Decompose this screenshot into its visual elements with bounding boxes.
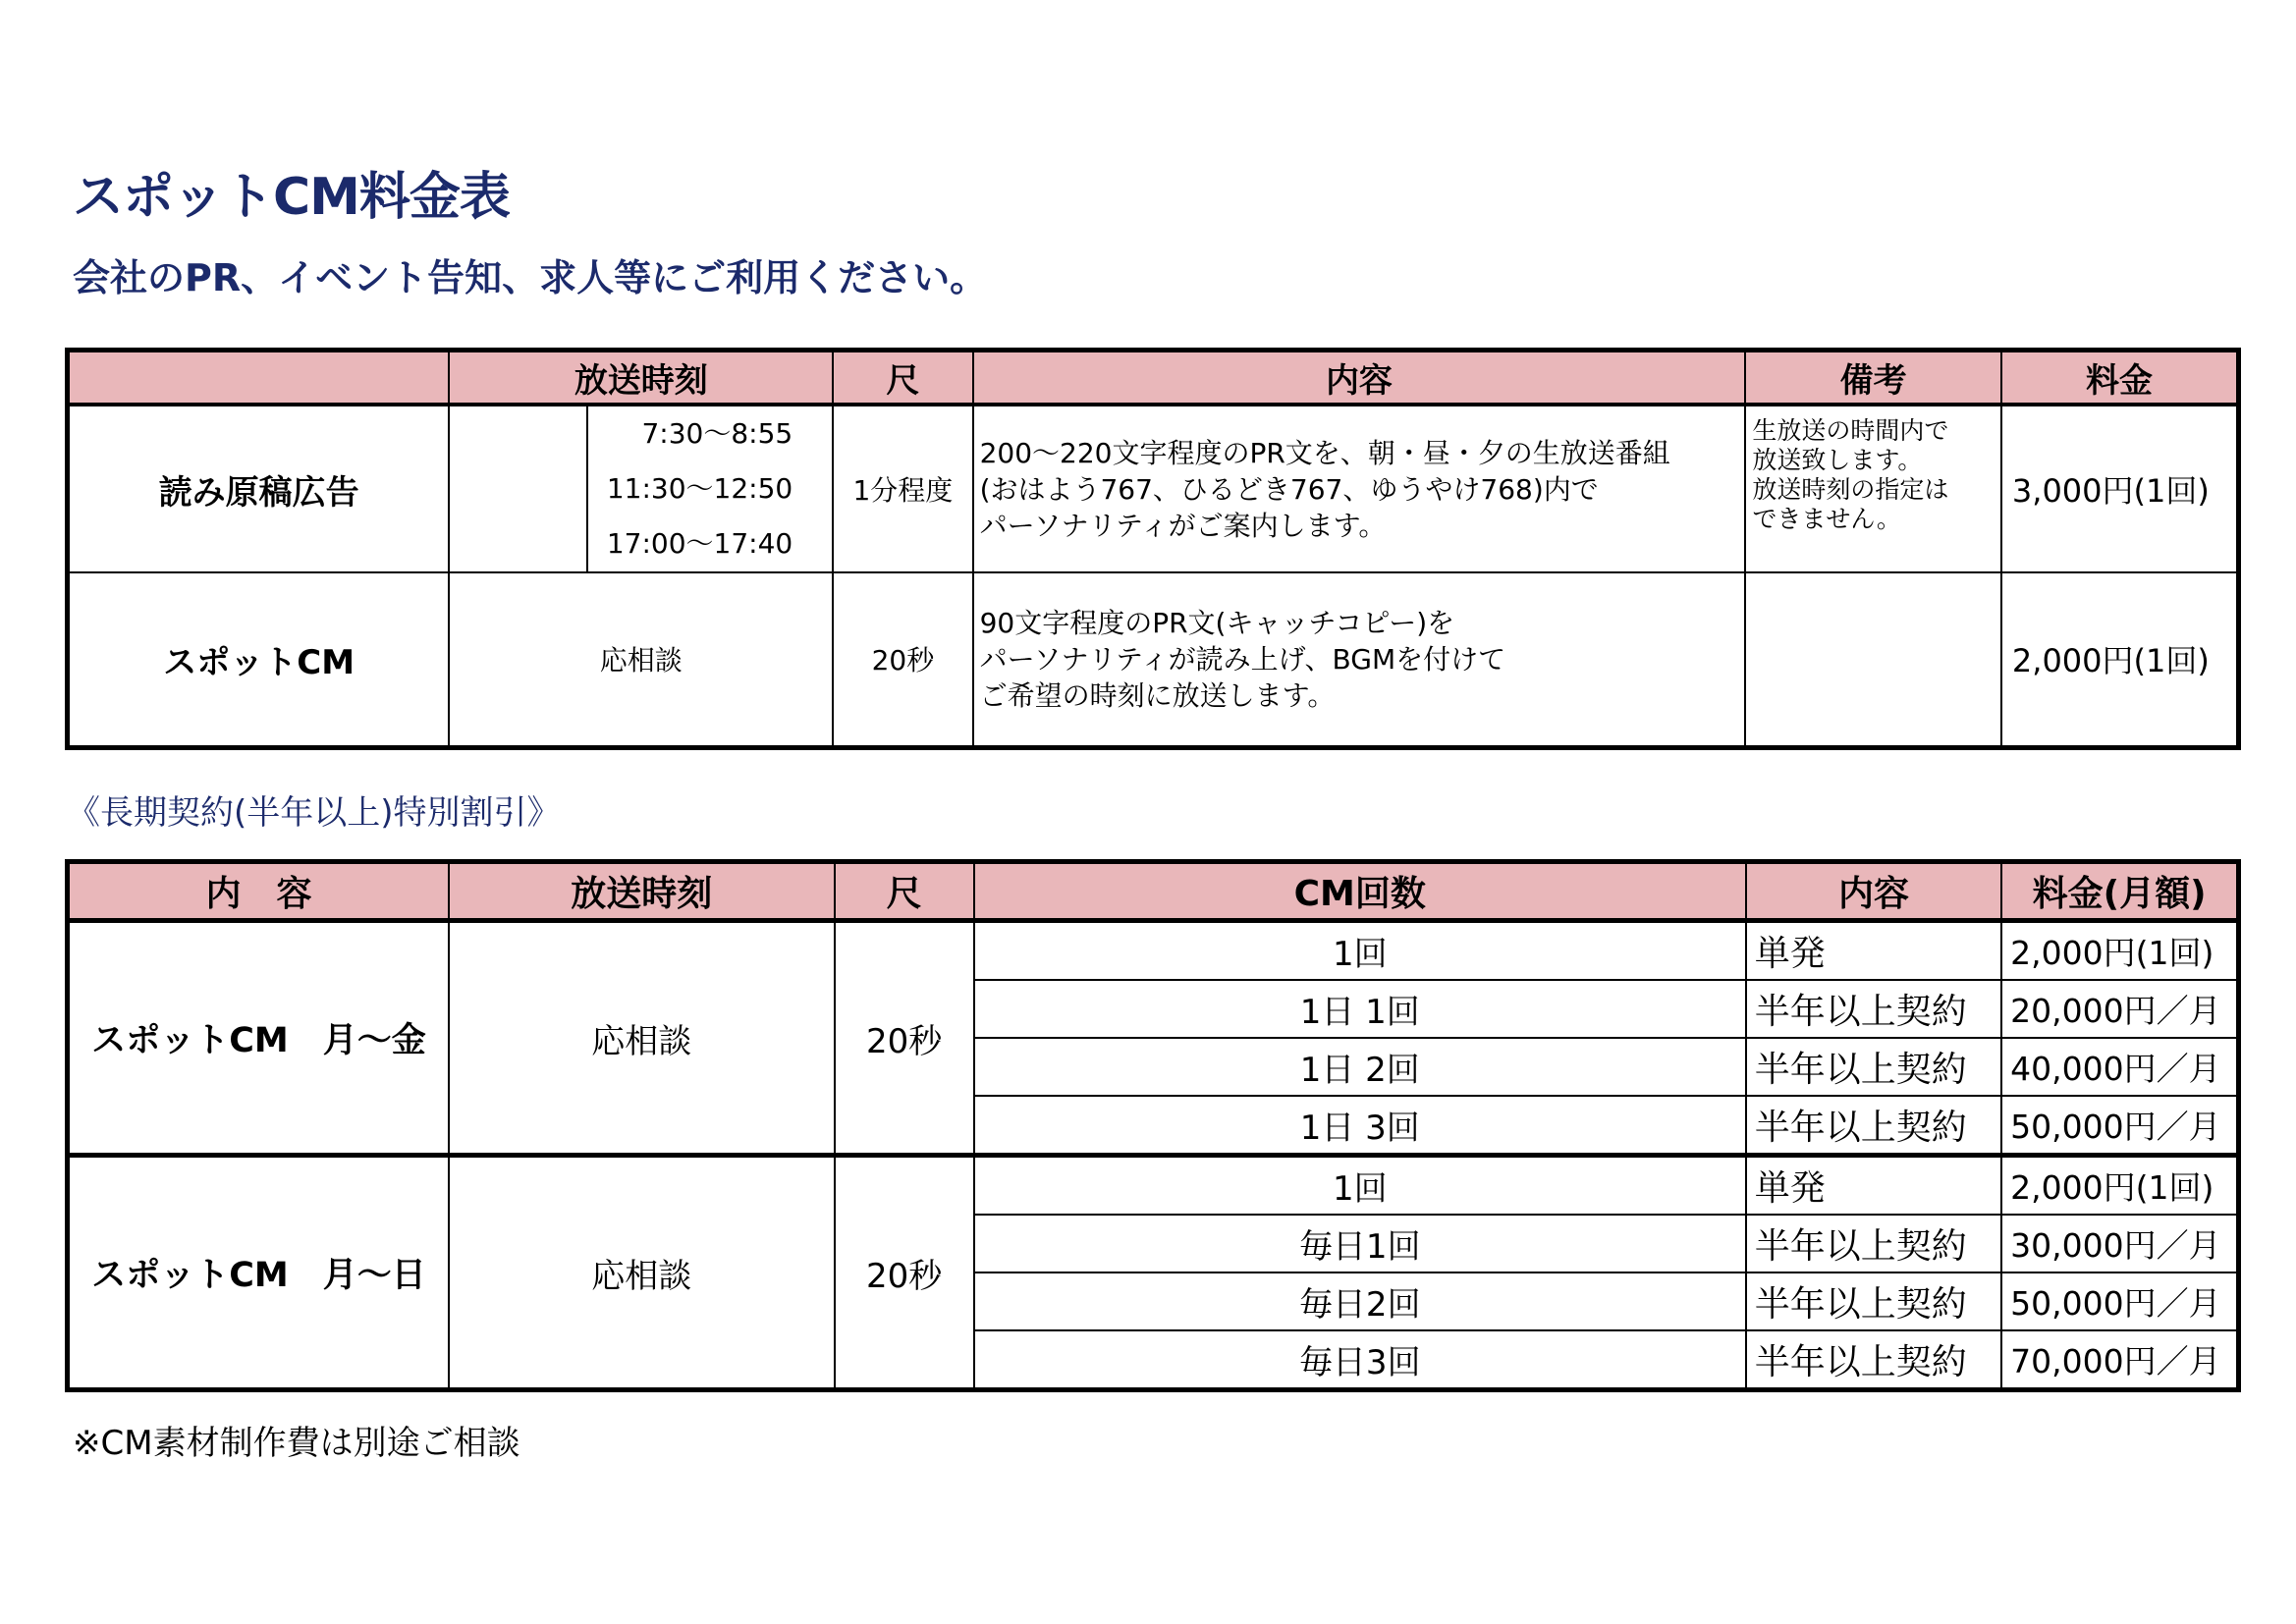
time-slot-noon: 11:30～12:50 xyxy=(606,472,793,505)
table-row xyxy=(68,921,2239,981)
blank-cell xyxy=(449,405,586,572)
table1-header-row xyxy=(68,351,2239,406)
remark-line: 放送致します。 xyxy=(1752,446,1923,474)
contract-type-cell: 単発 xyxy=(1746,921,2001,981)
header-duration: 尺 xyxy=(833,351,972,406)
content-cell xyxy=(973,405,1746,572)
table-row-spot-cm xyxy=(68,572,2239,747)
table-row xyxy=(68,1156,2239,1216)
header-duration: 尺 xyxy=(835,862,974,921)
contract-type-cell: 半年以上契約 xyxy=(1746,1330,2001,1390)
header-cm-count: CM回数 xyxy=(974,862,1746,921)
time-slot-morning: 7:30～8:55 xyxy=(641,417,793,450)
fee-cell: 2,000円(1回) xyxy=(2001,921,2238,981)
page-subtitle: 会社のPR、イベント告知、求人等にご利用ください。 xyxy=(73,256,988,299)
header-contract-type: 内容 xyxy=(1746,862,2001,921)
remark-line: 放送時刻の指定は xyxy=(1752,475,1949,504)
content-line: ご希望の時刻に放送します。 xyxy=(979,678,1336,712)
fee-cell: 20,000円／月 xyxy=(2001,980,2238,1038)
cm-count-cell: 1日 1回 xyxy=(974,980,1746,1038)
fee-cell: 50,000円／月 xyxy=(2001,1096,2238,1156)
header-blank xyxy=(68,351,450,406)
header-content: 内容 xyxy=(973,351,1746,406)
table-row-script-ad xyxy=(68,405,2239,572)
fee-cell: 40,000円／月 xyxy=(2001,1038,2238,1096)
contract-type-cell: 半年以上契約 xyxy=(1746,1038,2001,1096)
group-label-daily: スポットCM 月～日 xyxy=(68,1156,450,1390)
content-cell xyxy=(973,572,1746,747)
page-title: スポットCM料金表 xyxy=(73,168,510,227)
fee-cell: 70,000円／月 xyxy=(2001,1330,2238,1390)
duration-cell: 20秒 xyxy=(833,572,972,747)
contract-type-cell: 単発 xyxy=(1746,1156,2001,1216)
cm-count-cell: 毎日1回 xyxy=(974,1215,1746,1272)
long-term-discount-table xyxy=(65,859,2241,1392)
header-price: 料金 xyxy=(2001,351,2239,406)
duration-cell: 20秒 xyxy=(835,1156,974,1390)
cm-count-cell: 1回 xyxy=(974,921,1746,981)
cm-count-cell: 毎日3回 xyxy=(974,1330,1746,1390)
duration-cell: 1分程度 xyxy=(833,405,972,572)
remarks-cell xyxy=(1745,572,2001,747)
table2-header-row xyxy=(68,862,2239,921)
contract-type-cell: 半年以上契約 xyxy=(1746,980,2001,1038)
footnote: ※CM素材制作費は別途ご相談 xyxy=(73,1424,520,1463)
contract-type-cell: 半年以上契約 xyxy=(1746,1272,2001,1330)
header-broadcast-time: 放送時刻 xyxy=(449,862,835,921)
price-cell: 2,000円(1回) xyxy=(2001,572,2239,747)
broadcast-time-cell: 応相談 xyxy=(449,572,833,747)
header-remarks: 備考 xyxy=(1745,351,2001,406)
cm-count-cell: 1日 2回 xyxy=(974,1038,1746,1096)
duration-cell: 20秒 xyxy=(835,921,974,1156)
cm-count-cell: 1日 3回 xyxy=(974,1096,1746,1156)
content-line: (おはよう767、ひるどき767、ゆうやけ768)内で xyxy=(979,472,1599,506)
row-label: スポットCM xyxy=(68,572,450,747)
content-line: 90文字程度のPR文(キャッチコピー)を xyxy=(979,606,1455,639)
cm-count-cell: 1回 xyxy=(974,1156,1746,1216)
time-slot-evening: 17:00～17:40 xyxy=(606,527,793,560)
header-broadcast-time: 放送時刻 xyxy=(449,351,833,406)
cm-count-cell: 毎日2回 xyxy=(974,1272,1746,1330)
content-line: パーソナリティが読み上げ、BGMを付けて xyxy=(979,642,1506,676)
remark-line: できません。 xyxy=(1752,505,1901,533)
broadcast-time-cell: 応相談 xyxy=(449,921,835,1156)
price-cell: 3,000円(1回) xyxy=(2001,405,2239,572)
content-line: パーソナリティがご案内します。 xyxy=(979,509,1387,542)
long-term-discount-heading: 《長期契約(半年以上)特別割引》 xyxy=(67,793,561,833)
content-line: 200～220文字程度のPR文を、朝・昼・夕の生放送番組 xyxy=(979,436,1670,469)
broadcast-time-cell: 応相談 xyxy=(449,1156,835,1390)
fee-cell: 50,000円／月 xyxy=(2001,1272,2238,1330)
fee-cell: 30,000円／月 xyxy=(2001,1215,2238,1272)
header-content: 内 容 xyxy=(68,862,450,921)
remark-line: 生放送の時間内で xyxy=(1752,416,1949,445)
fee-cell: 2,000円(1回) xyxy=(2001,1156,2238,1216)
spot-cm-price-table xyxy=(65,348,2241,750)
row-label: 読み原稿広告 xyxy=(68,405,450,572)
contract-type-cell: 半年以上契約 xyxy=(1746,1215,2001,1272)
header-monthly-fee: 料金(月額) xyxy=(2001,862,2238,921)
remarks-cell xyxy=(1745,405,2001,572)
broadcast-times xyxy=(587,405,834,572)
contract-type-cell: 半年以上契約 xyxy=(1746,1096,2001,1156)
group-label-weekday: スポットCM 月～金 xyxy=(68,921,450,1156)
